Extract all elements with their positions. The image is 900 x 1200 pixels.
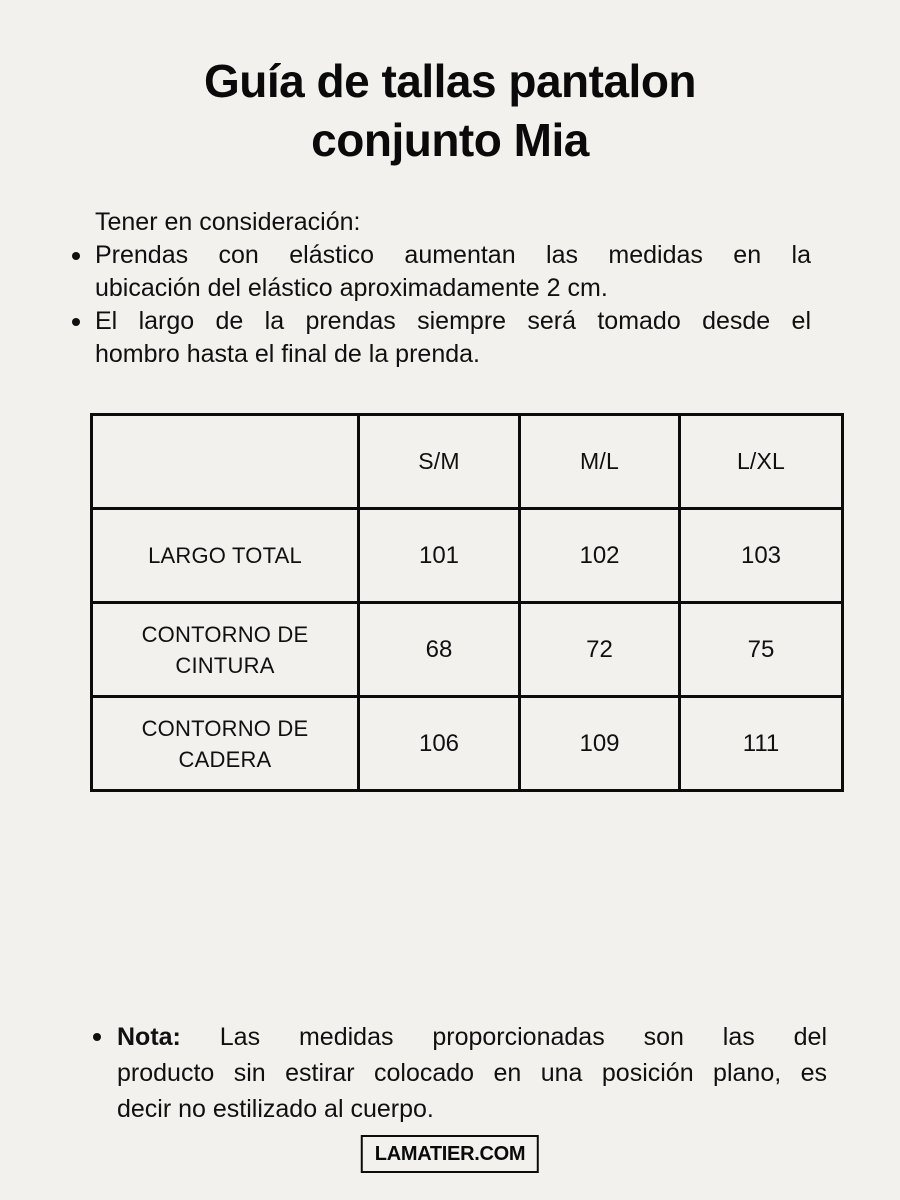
page-title-line2: conjunto Mia [311,114,589,166]
table-cell: 101 [359,509,520,603]
bullet-line: hombro hasta el final de la prenda. [95,340,480,368]
column-header-ml: M/L [520,415,680,509]
table-row [92,603,843,697]
brand-badge: LAMATIER.COM [361,1135,539,1173]
bullet-line: Prendas con elástico aumentan las medidas en la [95,241,811,269]
size-table [90,413,844,792]
row-label-contorno-cintura [92,603,359,697]
bullet-line: ubicación del elástico aproximadamente 2 cm. [95,274,608,302]
considerations-intro: Tener en consideración: [95,208,361,236]
note-section [117,1019,827,1127]
column-header-lxl: L/XL [680,415,843,509]
considerations-list [95,239,811,371]
table-cell: 111 [680,697,843,791]
table-cell: 75 [680,603,843,697]
note-item [117,1019,827,1127]
row-label-text: CONTORNO DE CADERA [141,715,309,772]
note-line: decir no estilizado al cuerpo. [117,1095,434,1123]
table-cell: 109 [520,697,680,791]
row-label-text: LARGO TOTAL [148,543,302,568]
list-item [95,305,811,371]
note-text: Las medidas proporcionadas son las del [219,1023,827,1051]
table-cell: 72 [520,603,680,697]
column-header-sm: S/M [359,415,520,509]
table-row [92,509,843,603]
table-row [92,697,843,791]
note-line [117,1019,827,1055]
size-table-header-row [92,415,843,509]
note-label: Nota: [117,1023,181,1051]
table-cell: 102 [520,509,680,603]
table-cell: 106 [359,697,520,791]
row-label-text: CONTORNO DE CINTURA [141,621,309,678]
bullet-line: El largo de la prendas siempre será tomado desde el [95,307,811,335]
list-item [95,239,811,305]
page-title-line1: Guía de tallas pantalon [203,55,697,107]
row-label-largo-total [92,509,359,603]
note-line: producto sin estirar colocado en una posición plano, es [117,1059,827,1087]
table-cell: 103 [680,509,843,603]
table-cell: 68 [359,603,520,697]
row-label-contorno-cadera [92,697,359,791]
page-title [0,52,900,170]
corner-cell [92,415,359,509]
